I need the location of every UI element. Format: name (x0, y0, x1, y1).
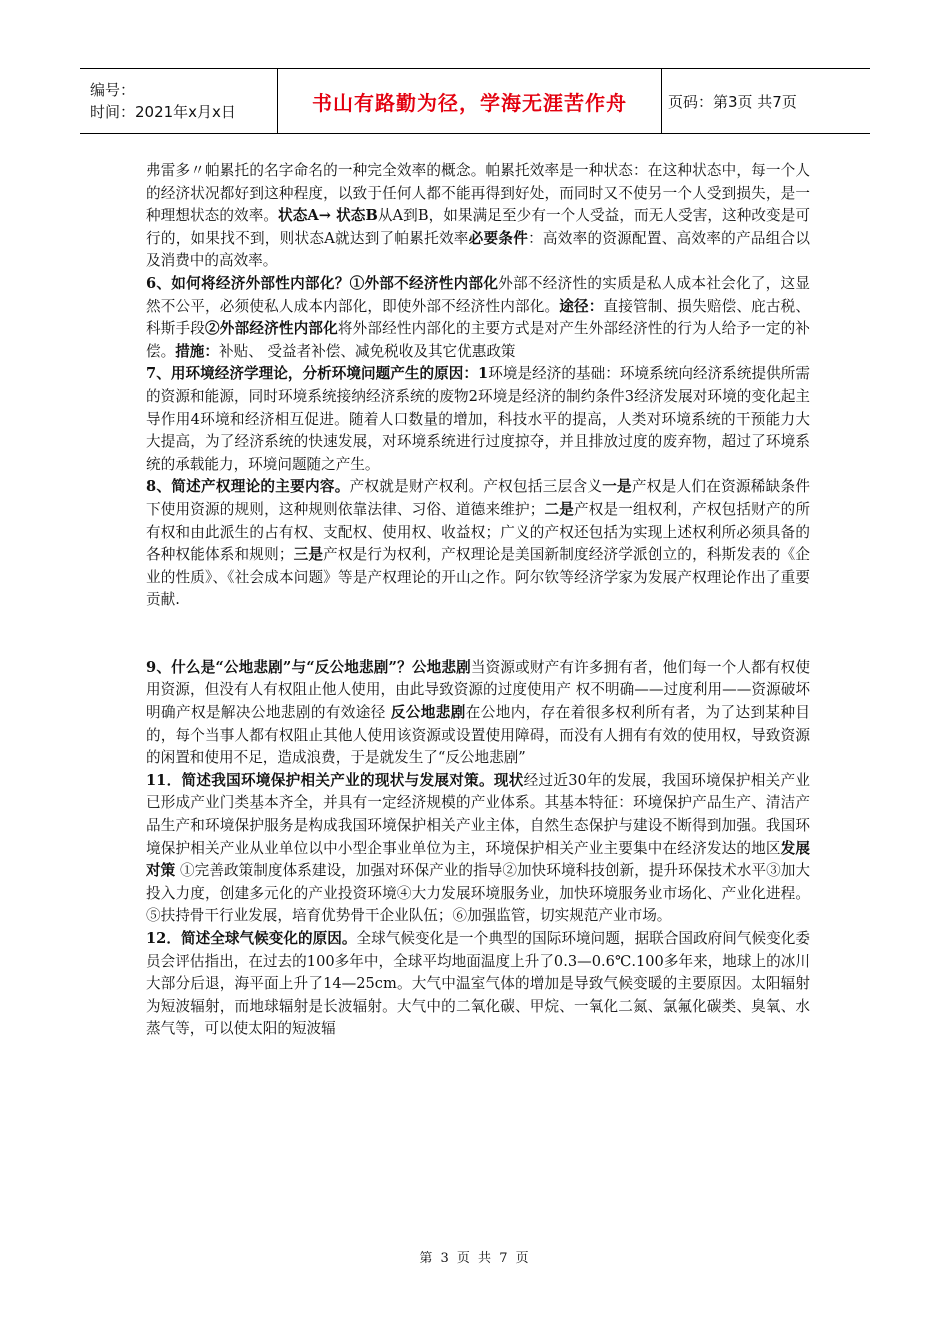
page-header (80, 68, 870, 134)
paragraph-q6-externality (146, 273, 810, 363)
text-run: 产权是人们在资源稀缺条件下使用资源的规则，这种规则依靠法律、习俗、道德来维护； (146, 478, 810, 518)
text-run: 直接管制、损失赔偿、庇古税、科斯手段 (146, 297, 810, 338)
bold-text-run: 6、如何将经济外部性内部化？①外部不经济性内部化 (146, 274, 499, 292)
paragraph-q7-environment (146, 363, 810, 476)
paragraph-q12-climate (146, 928, 810, 1041)
bold-text-run: 8、简述产权理论的主要内容。 (146, 478, 350, 496)
document-number-label: 编号： (90, 81, 136, 99)
text-run: 全球气候变化是一个典型的国际环境问题，据联合国政府间气候变化委员会评估指出，在过去的100多年中，全球平均地面温度上升了0.3—0.6℃.100多年来，地球上的冰川大部分后退，海平面上升了14—25cm。大气中温室气体的增加是导致气候变暖的主要原因。太阳辐射为短波辐射，而地球辐射是长波辐射。大气中的二氧化碳、甲烷、一氧化二氮、氯氟化碳类、臭氧、水蒸气等，可以使太阳的短波辐 (146, 930, 810, 1038)
text-run: 当资源或财产有许多拥有者，他们每一个人都有权使用资源，但没有人有权阻止他人使用，由此导致资源的过度使用产 权不明确——过度利用——资源破坏 明确产权是解决公地悲剧的有效途径 (146, 658, 810, 722)
bold-text-run: 12．简述全球气候变化的原因。 (146, 930, 357, 947)
paragraph-q11-industry (146, 770, 810, 928)
bold-text-run: 二是 (544, 500, 574, 518)
bold-text-run: 措施： (175, 342, 219, 360)
text-run: 环境是经济的基础：环境系统向经济系统提供所需的资源和能源，同时环境系统接纳经济系统的废物2环境是经济的制约条件3经济发展对环境的变化起主导作用4环境和经济相互促进。随着人口数量的增加，科技水平的提高，人类对环境系统的干预能力大大提高，为了经济系统的快速发展，对环境系统进行过度掠夺，并且排放过度的废弃物，超过了环境系统的承载能力，环境问题随之产生。 (146, 365, 810, 473)
text-run: 产权就是财产权利。产权包括三层含义 (349, 478, 603, 496)
blank-gap (146, 612, 810, 657)
text-run: ①完善政策制度体系建设，加强对环保产业的指导②加快环境科技创新，提升环保技术水平③加大投入力度，创建多元化的产业投资环境④大力发展环境服务业，加快环境服务业市场化、产业化进程。⑤扶持骨干行业发展，培育优势骨干企业队伍；⑥加强监管，切实规范产业市场。 (146, 862, 810, 925)
header-motto: 书山有路勤为径，学海无涯苦作舟 (312, 90, 627, 115)
bold-text-run: ②外部经济性内部化 (205, 320, 338, 338)
text-run: 在公地内，存在着很多权利所有者，为了达到某种目的，每个当事人都有权阻止其他人使用该资源或设置使用障碍，而没有人拥有有效的使用权，导致资源的闲置和使用不足，造成浪费，于是就发生了“反公地悲剧” (146, 704, 810, 767)
paragraph-q8-property-rights (146, 476, 810, 612)
bold-text-run: 9、什么是“公地悲剧”与“反公地悲剧”？公地悲剧 (146, 658, 471, 676)
header-motto-cell (278, 69, 662, 133)
header-meta (80, 69, 278, 133)
text-run: 产权是一组权利，产权包括财产的所有权和由此派生的占有权、支配权、使用权、收益权；广义的产权还包括为实现上述权利所必须具备的各种权能体系和规则； (146, 500, 810, 564)
bold-text-run: 反公地悲剧 (390, 704, 466, 722)
text-run: 外部不经济性的实质是私人成本社会化了，这显然不公平，必须使私人成本内部化，即使外部不经济性内部化。 (146, 274, 810, 315)
document-body (146, 160, 810, 1041)
paragraph-q9-commons (146, 657, 810, 770)
text-run: 弗雷多〃帕累托的名字命名的一种完全效率的概念。帕累托效率是一种状态：在这种状态中，每一个人的经济状况都好到这种程度，以致于任何人都不能再得到好处，而同时又不使另一个人受到损失，是一种理想状态的效率。 (146, 162, 810, 225)
bold-text-run: 必要条件 (468, 229, 529, 247)
bold-text-run: 发展对策 (146, 839, 810, 880)
paragraph-pareto (146, 160, 810, 273)
header-page-cell (662, 69, 870, 133)
bold-text-run: 状态A→ 状态B (278, 207, 378, 225)
bold-text-run: 途径： (559, 297, 604, 315)
text-run: 经过近30年的发展，我国环境保护相关产业已形成产业门类基本齐全，并具有一定经济规模的产业体系。其基本特征：环境保护产品生产、清洁产品生产和环境保护服务是构成我国环境保护相关产业主体，自然生态保护与建设不断得到加强。我国环境保护相关产业从业单位以中小型企事业单位为主，环境保护相关产业主要集中在经济发达的地区 (146, 771, 810, 857)
bold-text-run: 三是 (293, 546, 324, 564)
bold-text-run: 一是 (602, 478, 632, 496)
bold-text-run: 11．简述我国环境保护相关产业的现状与发展对策。现状 (146, 771, 524, 789)
page-footer: 第 3 页 共 7 页 (419, 1251, 531, 1266)
text-run: 产权是行为权利，产权理论是美国新制度经济学派创立的，科斯发表的《企业的性质》、《社会成本问题》等是产权理论的开山之作。阿尔钦等经济学家为发展产权理论作出了重要贡献. (146, 546, 810, 609)
text-run: 补贴、 受益者补偿、减免税收及其它优惠政策 (219, 342, 516, 360)
text-run: 将外部经性内部化的主要方式是对产生外部经济性的行为人给予一定的补偿。 (146, 320, 810, 360)
text-run: ：高效率的资源配置、高效率的产品组合以及消费中的高效率。 (146, 229, 810, 270)
text-run: 从A到B，如果满足至少有一个人受益，而无人受害，这种改变是可行的，如果找不到，则状态A就达到了帕累托效率 (146, 207, 810, 247)
page-number-label: 页码：第3页 共7页 (668, 92, 797, 111)
bold-text-run: 7、用环境经济学理论，分析环境问题产生的原因：1 (146, 365, 489, 383)
document-date-label: 时间：2021年x月x日 (90, 103, 236, 121)
